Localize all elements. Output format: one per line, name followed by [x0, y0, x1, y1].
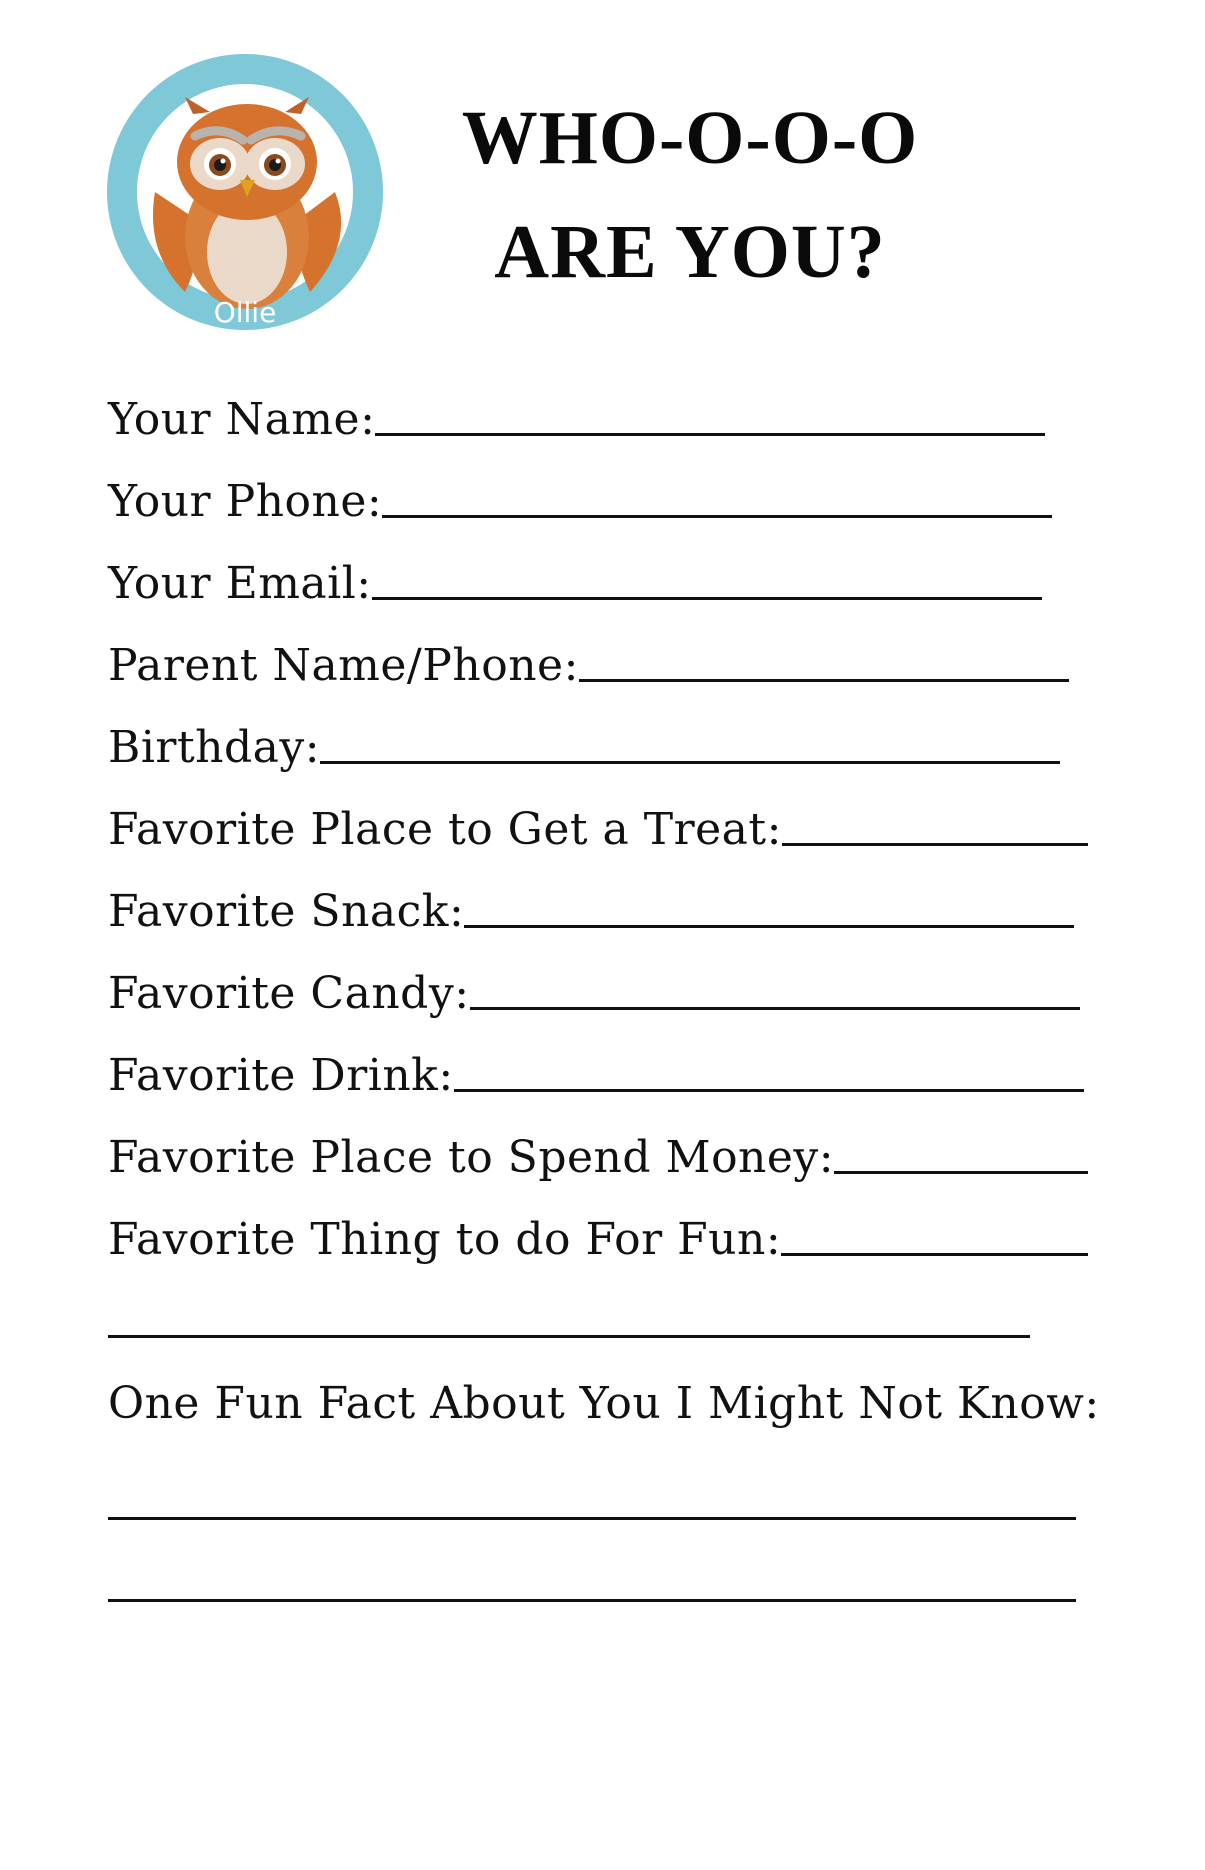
field-label: Favorite Place to Spend Money: [108, 1132, 835, 1183]
field-label: Favorite Place to Get a Treat: [108, 804, 782, 855]
field-your-phone [108, 442, 1088, 527]
field-label: Favorite Snack: [108, 886, 465, 937]
answer-blank[interactable] [320, 761, 1060, 764]
answer-blank[interactable] [108, 1517, 1076, 1520]
answer-blank[interactable] [108, 1335, 1030, 1338]
answer-blank[interactable] [454, 1089, 1084, 1092]
fun-continuation-row [108, 1262, 1088, 1344]
ollie-logo [105, 52, 385, 332]
answer-blank[interactable] [579, 679, 1069, 682]
field-label: Favorite Drink: [108, 1050, 454, 1101]
fun-fact-line-1 [108, 1426, 1088, 1526]
answer-blank[interactable] [372, 597, 1042, 600]
field-favorite-fun [108, 1180, 1088, 1265]
owl-icon [105, 52, 385, 332]
logo-name-text: Ollie [213, 296, 277, 329]
field-label: Your Email: [108, 558, 372, 609]
answer-blank[interactable] [782, 843, 1088, 846]
fun-fact-line-2 [108, 1526, 1088, 1608]
fun-fact-label: One Fun Fact About You I Might Not Know: [108, 1378, 1100, 1429]
fun-fact-row [108, 1344, 1100, 1429]
field-label: Parent Name/Phone: [108, 640, 579, 691]
page-title [420, 96, 960, 294]
field-label: Favorite Candy: [108, 968, 470, 1019]
answer-blank[interactable] [382, 515, 1052, 518]
field-favorite-snack [108, 852, 1088, 937]
answer-blank[interactable] [781, 1253, 1088, 1256]
field-label: Birthday: [108, 722, 321, 773]
field-label: Favorite Thing to do For Fun: [108, 1214, 782, 1265]
field-your-name [108, 360, 1088, 445]
answer-blank[interactable] [375, 433, 1045, 436]
field-favorite-candy [108, 934, 1088, 1019]
field-favorite-drink [108, 1016, 1088, 1101]
title-line-1: WHO-O-O-O [461, 96, 919, 180]
answer-blank[interactable] [464, 925, 1074, 928]
field-favorite-treat-place [108, 770, 1088, 855]
field-birthday [108, 688, 1088, 773]
field-your-email [108, 524, 1088, 609]
field-favorite-spend-money [108, 1098, 1088, 1183]
answer-blank[interactable] [470, 1007, 1080, 1010]
answer-blank[interactable] [834, 1171, 1088, 1174]
questionnaire-form [108, 360, 1100, 1608]
field-label: Your Name: [108, 394, 376, 445]
answer-blank[interactable] [108, 1599, 1076, 1602]
field-label: Your Phone: [108, 476, 383, 527]
field-parent-name-phone [108, 606, 1088, 691]
title-line-2: ARE YOU? [494, 210, 886, 294]
